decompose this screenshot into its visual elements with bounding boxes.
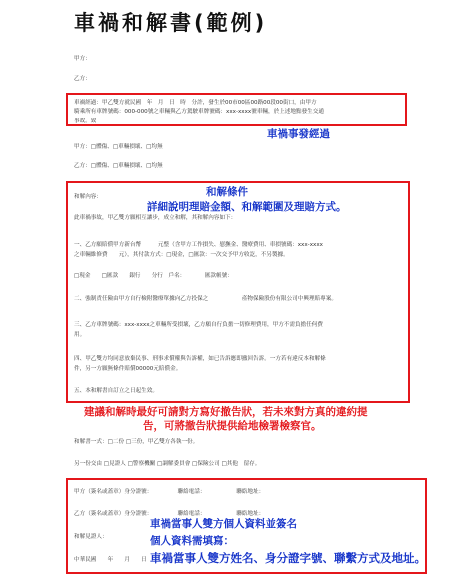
party-annotation-line-3: 車禍當事人雙方姓名、身分證字號、聯繫方式及地址。 <box>150 551 426 565</box>
terms-annotation-detail: 詳細說明理賠金額、和解範圍及理賠方式。 <box>147 201 347 213</box>
party-a-label: 甲方： <box>74 56 91 62</box>
clause-4-line-1: 四、甲乙雙方均同意放棄民事、刑事求償權與告訴權，如已告訴應即撤回告訴。一方若有違反本和解條 <box>74 356 326 362</box>
terms-annotation-title: 和解條件 <box>206 186 248 198</box>
accident-line-1: 車禍經過：甲乙雙方就民國 年 月 日 時 分許，發生於00市00區00路00段00街口，由甲方 <box>74 100 317 106</box>
clause-1-line-1: 一、乙方願賠償甲方新台幣 元整（含甲方工作損失、慰撫金、醫療費用、車損號碼：xxx-xxxx <box>74 242 323 248</box>
terms-intro: 此車禍事故，甲乙雙方願相互讓步，成立和解，其和解內容如下： <box>74 215 237 221</box>
party-a-signature-line: 甲方（簽名或蓋章）身分證號： 聯絡電話： 聯絡地址： <box>74 489 265 495</box>
payment-line: □現金 □匯款 銀行 分行 戶名： 匯款帳號： <box>74 273 233 279</box>
witness-copy-line: 另一份交由 □見證人 □警察機關 □調解委員會 □保險公司 □其他 留存。 <box>74 461 261 467</box>
accident-annotation: 車禍事發經過 <box>267 128 330 140</box>
accident-line-2: 騎乘所有車牌號碼：000-000號之車輛與乙方駕駛車牌號碼：xxx-xxxx號車輛，於上述地點發生交通 <box>74 109 324 115</box>
terms-heading: 和解內容： <box>74 194 102 200</box>
clause-2: 二、強制責任險由甲方自行檢附醫療單據向乙方投保之 產物保險股份有限公司中興理賠專案。 <box>74 296 337 302</box>
party-b-label: 乙方： <box>74 76 91 82</box>
injury-line-a: 甲方：□體傷、□車輛損壞、□均無 <box>74 144 163 150</box>
clause-4-line-2: 件，另一方願無條件賠償00000元賠償金。 <box>74 366 182 372</box>
document-title: 車禍和解書(範例) <box>74 11 268 35</box>
accident-line-3: 事故。致 <box>74 118 97 123</box>
witness-signature-label: 和解見證人： <box>74 534 108 540</box>
party-annotation-line-1: 車禍當事人雙方個人資料並簽名 <box>150 518 297 530</box>
clause-3-line-2: 用。 <box>74 332 86 338</box>
clause-1-line-2: 之車輛維修費 元），其付款方式：□現金，□匯款：一次交予甲方收訖，不另製據。 <box>74 252 289 258</box>
clause-3-line-1: 三、乙方車牌號碼：xxx-xxxx之車輛所受損壞，乙方願自行負擔一切修理費用，甲方不需負擔任何費 <box>74 322 323 328</box>
advice-line-1: 建議和解時最好可請對方寫好撤告狀，若未來對方真的違約提 <box>84 406 368 418</box>
injury-line-b: 乙方：□體傷、□車輛損壞、□均無 <box>74 163 163 169</box>
sign-date: 中華民國 年 月 日 <box>74 557 147 563</box>
advice-line-2: 告，可將撤告狀提供給地檢署檢察官。 <box>143 420 322 432</box>
clause-5: 五、本和解書自訂立之日起生效。 <box>74 388 158 394</box>
copies-line: 和解書一式：□二份 □三份，甲乙雙方各執一份。 <box>74 439 199 445</box>
party-b-signature-line: 乙方（簽名或蓋章）身分證號： 聯絡電話： 聯絡地址： <box>74 511 265 517</box>
party-annotation-line-2: 個人資料需填寫： <box>150 535 234 547</box>
